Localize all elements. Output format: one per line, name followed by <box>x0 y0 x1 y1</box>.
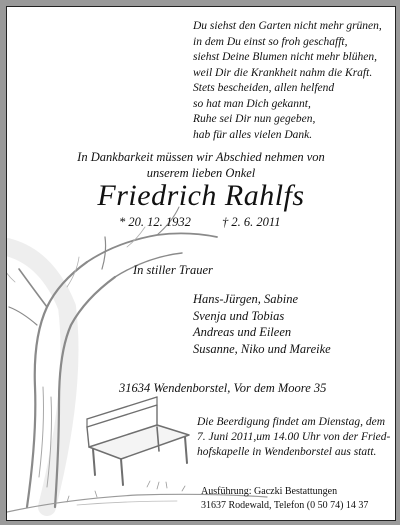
poem-line: siehst Deine Blumen nicht mehr blühen, <box>193 51 377 63</box>
funeral-line: 7. Juni 2011,um 14.00 Uhr von der Fried- <box>197 431 391 443</box>
poem-line: Ruhe sei Dir nun gegeben, <box>193 113 316 125</box>
poem <box>193 19 382 143</box>
poem-line: weil Dir die Krankheit nahm die Kraft. <box>193 66 373 79</box>
intro-line: In Dankbarkeit müssen wir Abschied nehmen von <box>77 150 325 164</box>
life-dates <box>119 215 280 230</box>
birth-date: * 20. 12. 1932 <box>119 215 191 229</box>
funeral-notice <box>197 415 390 460</box>
poem-line: Stets bescheiden, allen helfend <box>193 82 335 94</box>
family-address: 31634 Wendenborstel, Vor dem Moore 35 <box>119 381 327 395</box>
poem-line: in dem Du einst so froh geschafft, <box>193 35 348 48</box>
death-date: † 2. 6. 2011 <box>222 215 281 229</box>
mourners-list <box>193 291 331 357</box>
mourner-line: Hans-Jürgen, Sabine <box>193 292 299 306</box>
poem-line: hab für alles vielen Dank. <box>193 128 313 141</box>
mourner-line: Svenja und Tobias <box>193 308 285 323</box>
mourner-line: Andreas und Eileen <box>193 325 292 339</box>
intro-line: unserem lieben Onkel <box>146 166 256 180</box>
mourner-line: Susanne, Niko und Mareike <box>193 341 331 356</box>
intro-text <box>7 149 395 181</box>
funeral-line: hofskapelle in Wendenborstel aus statt. <box>197 446 377 458</box>
poem-line: Du siehst den Garten nicht mehr grünen, <box>193 20 382 32</box>
obituary-card <box>6 6 396 521</box>
undertaker-line: Ausführung: Gaczki Bestattungen <box>201 486 338 497</box>
deceased-name: Friedrich Rahlfs <box>97 179 305 212</box>
funeral-line: Die Beerdigung findet am Dienstag, dem <box>197 416 386 428</box>
poem-line: so hat man Dich gekannt, <box>193 97 311 110</box>
undertaker-line: 31637 Rodewald, Telefon (0 50 74) 14 37 <box>201 499 369 511</box>
undertaker-info <box>201 485 368 512</box>
mourning-label: In stiller Trauer <box>133 263 213 277</box>
